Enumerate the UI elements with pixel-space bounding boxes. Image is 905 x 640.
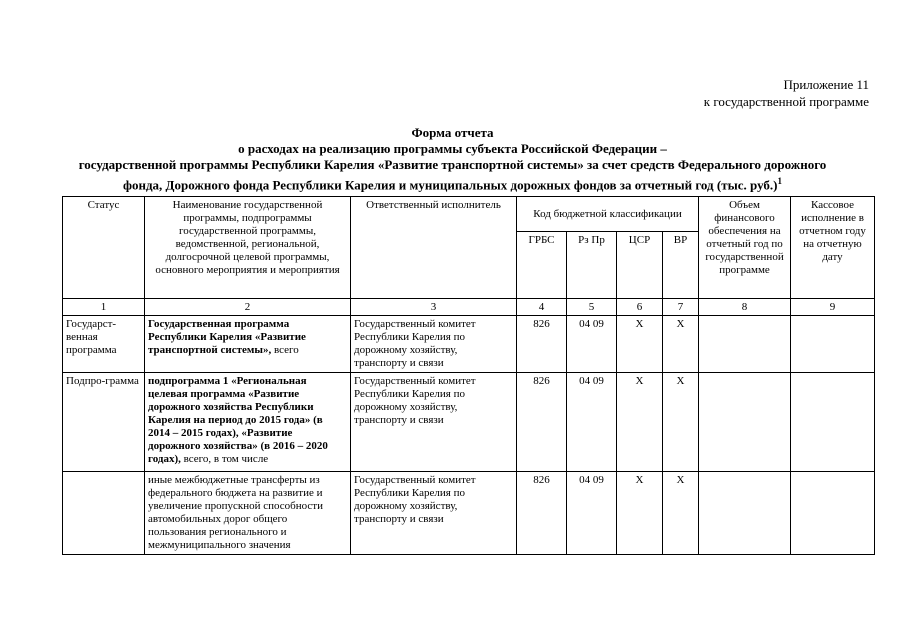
row-status (63, 472, 145, 555)
header-name: Наименование государственной программы, подпрограммы государственной программы, ведомственной, региональной, долгосрочной целевой программы, основного мероприятия и мероприятия (145, 197, 351, 299)
row-csr: Х (617, 373, 663, 472)
row-name-plain: всего, в том числе (180, 453, 269, 465)
title-line-1: Форма отчета (411, 125, 494, 140)
appendix-line-1: Приложение 11 (783, 77, 869, 92)
row-name-plain: иные межбюджетные трансферты из федерального бюджета на развитие и увеличение пропускной способности автомобильных дорог общего пользования регионального и межмуниципального значения (148, 474, 323, 551)
row-name (145, 373, 351, 472)
col-number-5: 5 (567, 299, 617, 316)
header-status: Статус (63, 197, 145, 299)
row-executor: Государственный комитет Республики Карелия по дорожному хозяйству, транспорту и связи (351, 373, 517, 472)
row-grbs: 826 (517, 472, 567, 555)
row-rzpr: 04 09 (567, 472, 617, 555)
report-table (62, 196, 875, 555)
header-executor: Ответственный исполнитель (351, 197, 517, 299)
row-vr: Х (663, 472, 699, 555)
header-cash: Кассовое исполнение в отчетном году на отчетную дату (791, 197, 875, 299)
header-vr: ВР (663, 232, 699, 299)
col-number-9: 9 (791, 299, 875, 316)
header-row-1 (63, 197, 875, 232)
row-volume (699, 373, 791, 472)
title-line-4 (20, 173, 885, 193)
row-grbs: 826 (517, 316, 567, 373)
title-line-4-text: фонда, Дорожного фонда Республики Карелия и муниципальных дорожных фондов за отчетный год (тыс. руб.) (123, 177, 778, 193)
row-csr: Х (617, 316, 663, 373)
title-line-2: о расходах на реализацию программы субъекта Российской Федерации – (238, 141, 667, 156)
header-budget-code: Код бюджетной классификации (517, 197, 699, 232)
appendix-label (704, 76, 869, 110)
table-row (63, 472, 875, 555)
col-number-4: 4 (517, 299, 567, 316)
title-line-3: государственной программы Республики Карелия «Развитие транспортной системы» за счет средств Федерального дорожного (78, 157, 827, 172)
col-number-3: 3 (351, 299, 517, 316)
row-name-bold: Государственная программа Республики Карелия «Развитие транспортной системы», (148, 318, 306, 356)
col-number-7: 7 (663, 299, 699, 316)
row-status: Подпро-грамма (63, 373, 145, 472)
row-status: Государст-венная программа (63, 316, 145, 373)
row-vr: Х (663, 316, 699, 373)
row-executor: Государственный комитет Республики Карелия по дорожному хозяйству, транспорту и связи (351, 472, 517, 555)
header-rzpr: Рз Пр (567, 232, 617, 299)
row-name-bold: подпрограмма 1 «Региональная целевая программа «Развитие дорожного хозяйства Республики Карелия на период до 2015 года» (в 2014 – 2015 годах), «Развитие дорожного хозяйства» (в 2016 – 2020 годах), (148, 375, 328, 465)
row-cash (791, 472, 875, 555)
row-name (145, 472, 351, 555)
row-volume (699, 316, 791, 373)
table-row (63, 316, 875, 373)
column-number-row (63, 299, 875, 316)
col-number-6: 6 (617, 299, 663, 316)
row-rzpr: 04 09 (567, 316, 617, 373)
row-grbs: 826 (517, 373, 567, 472)
row-cash (791, 373, 875, 472)
row-name-plain: всего (271, 344, 299, 356)
header-grbs: ГРБС (517, 232, 567, 299)
row-name (145, 316, 351, 373)
appendix-line-2: к государственной программе (703, 94, 869, 109)
row-rzpr: 04 09 (567, 373, 617, 472)
table-row (63, 373, 875, 472)
row-executor: Государственный комитет Республики Карелия по дорожному хозяйству, транспорту и связи (351, 316, 517, 373)
row-vr: Х (663, 373, 699, 472)
row-csr: Х (617, 472, 663, 555)
col-number-8: 8 (699, 299, 791, 316)
col-number-2: 2 (145, 299, 351, 316)
col-number-1: 1 (63, 299, 145, 316)
row-cash (791, 316, 875, 373)
form-title (20, 125, 885, 193)
row-volume (699, 472, 791, 555)
title-footnote-mark: 1 (777, 176, 782, 186)
header-csr: ЦСР (617, 232, 663, 299)
header-volume: Объем финансового обеспечения на отчетный год по государственной программе (699, 197, 791, 299)
